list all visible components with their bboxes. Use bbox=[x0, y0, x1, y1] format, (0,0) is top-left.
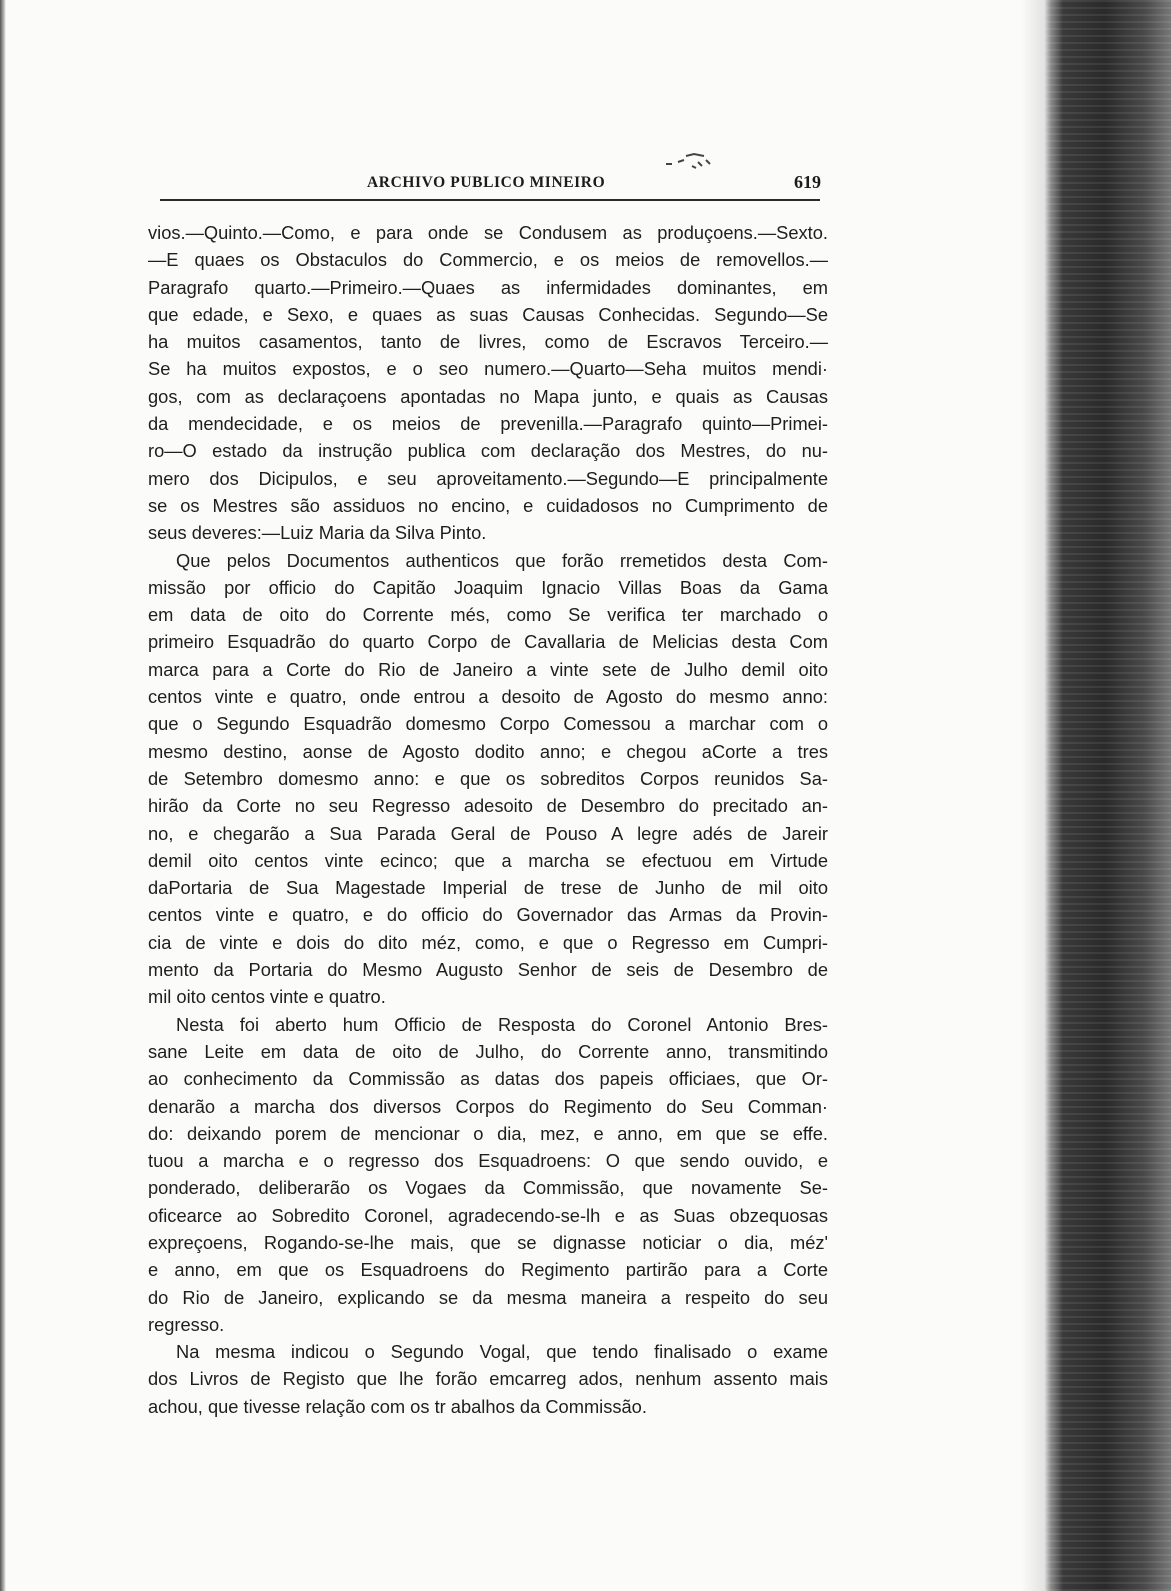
text-line: do: deixando porem de mencionar o dia, mez, e anno, em que se effe. bbox=[148, 1122, 828, 1144]
text-line: ro—O estado da instrução publica com declaração dos Mestres, do nu- bbox=[148, 440, 828, 462]
book-binding-edge bbox=[1045, 0, 1171, 1591]
running-head bbox=[160, 172, 825, 198]
text-line: denarão a marcha dos diversos Corpos do Regimento do Seu Comman· bbox=[148, 1095, 828, 1117]
page-number: 619 bbox=[794, 172, 821, 192]
text-line: mil oito centos vinte e quatro. bbox=[148, 986, 386, 1008]
page-left-edge bbox=[0, 0, 6, 1591]
running-head-title: ARCHIVO PUBLICO MINEIRO bbox=[367, 174, 606, 191]
text-line: regresso. bbox=[148, 1313, 225, 1335]
text-line: centos vinte e quatro, e do officio do Governador das Armas da Provin- bbox=[148, 904, 828, 926]
text-line: mento da Portaria do Mesmo Augusto Senhor de seis de Desembro de bbox=[148, 959, 828, 981]
text-line: hirão da Corte no seu Regresso adesoito de Desembro do precitado an- bbox=[148, 795, 828, 817]
text-line: de Setembro domesmo anno: e que os sobreditos Corpos reunidos Sa- bbox=[148, 767, 828, 789]
text-line: que edade, e Sexo, e quaes as suas Causas Conhecidas. Segundo—Se bbox=[148, 303, 828, 325]
text-line: mesmo destino, aonse de Agosto dodito anno; e chegou aCorte a tres bbox=[148, 740, 828, 762]
paragraph bbox=[148, 219, 828, 547]
text-line: ponderado, deliberarão os Vogaes da Commissão, que novamente Se- bbox=[148, 1177, 828, 1199]
text-line: cia de vinte e dois do dito méz, como, e que o Regresso em Cumpri- bbox=[148, 931, 828, 953]
text-line: missão por officio do Capitão Joaquim Ignacio Villas Boas da Gama bbox=[148, 576, 828, 598]
text-line: dos Livros de Registo que lhe forão emcarreg ados, nenhum assento mais bbox=[148, 1368, 828, 1390]
text-line: ao conhecimento da Commissão as datas dos papeis officiaes, que Or- bbox=[148, 1068, 828, 1090]
paragraph bbox=[148, 547, 828, 1011]
text-line: no, e chegarão a Sua Parada Geral de Pouso A legre adés de Jareir bbox=[148, 822, 828, 844]
text-line: demil oito centos vinte ecinco; que a marcha se efectuou em Virtude bbox=[148, 849, 828, 871]
text-line: da mendecidade, e os meios de prevenilla.—Paragrafo quinto—Primei- bbox=[148, 413, 828, 435]
text-line: marca para a Corte do Rio de Janeiro a vinte sete de Julho demil oito bbox=[148, 658, 828, 680]
text-line: achou, que tivesse relação com os tr abalhos da Commissão. bbox=[148, 1395, 647, 1417]
text-line: do Rio de Janeiro, explicando se da mesma maneira a respeito do seu bbox=[148, 1286, 828, 1308]
header-rule bbox=[160, 199, 820, 201]
text-line: em data de oito do Corrente més, como Se verifica ter marchado o bbox=[148, 604, 828, 626]
text-line: ha muitos casamentos, tanto de livres, como de Escravos Terceiro.— bbox=[148, 331, 828, 353]
text-line: mero dos Dicipulos, e seu aproveitamento.—Segundo—E principalmente bbox=[148, 467, 828, 489]
text-line: Nesta foi aberto hum Officio de Resposta do Coronel Antonio Bres- bbox=[176, 1013, 828, 1035]
text-line: se os Mestres são assiduos no encino, e cuidadosos no Cumprimento de bbox=[148, 494, 828, 516]
text-line: sane Leite em data de oito de Julho, do Corrente anno, transmitindo bbox=[148, 1040, 828, 1062]
text-line: e anno, em que os Esquadroens do Regimento partirão para a Corte bbox=[148, 1259, 828, 1281]
body-text bbox=[148, 219, 828, 1420]
text-line: oficearce ao Sobredito Coronel, agradecendo-se-lh e as Suas obzequosas bbox=[148, 1204, 828, 1226]
text-line: Se ha muitos expostos, e o seo numero.—Quarto—Seha muitos mendi· bbox=[148, 358, 828, 380]
text-line: —E quaes os Obstaculos do Commercio, e os meios de removellos.— bbox=[148, 249, 828, 271]
text-line: que o Segundo Esquadrão domesmo Corpo Comessou a marchar com o bbox=[148, 713, 828, 735]
text-line: centos vinte e quatro, onde entrou a desoito de Agosto do mesmo anno: bbox=[148, 686, 828, 708]
text-line: tuou a marcha e o regresso dos Esquadroens: O que sendo ouvido, e bbox=[148, 1150, 828, 1172]
text-line: Que pelos Documentos authenticos que forão rremetidos desta Com- bbox=[176, 549, 828, 571]
binding-shadow bbox=[1021, 0, 1045, 1591]
text-line: expreçoens, Rogando-se-lhe mais, que se dignasse noticiar o dia, méz' bbox=[148, 1231, 828, 1253]
text-line: Paragrafo quarto.—Primeiro.—Quaes as infermidades dominantes, em bbox=[148, 276, 828, 298]
paragraph bbox=[148, 1011, 828, 1339]
text-line: primeiro Esquadrão do quarto Corpo de Cavallaria de Melicias desta Com bbox=[148, 631, 828, 653]
text-line: gos, com as declaraçoens apontadas no Mapa junto, e quais as Causas bbox=[148, 385, 828, 407]
paragraph bbox=[148, 1338, 828, 1420]
text-line: vios.—Quinto.—Como, e para onde se Condusem as produçoens.—Sexto. bbox=[148, 222, 828, 243]
ink-smudge bbox=[664, 150, 724, 172]
text-line: seus deveres:—Luiz Maria da Silva Pinto. bbox=[148, 522, 487, 544]
text-line: daPortaria de Sua Magestade Imperial de trese de Junho de mil oito bbox=[148, 877, 828, 899]
text-line: Na mesma indicou o Segundo Vogal, que tendo finalisado o exame bbox=[176, 1341, 828, 1363]
